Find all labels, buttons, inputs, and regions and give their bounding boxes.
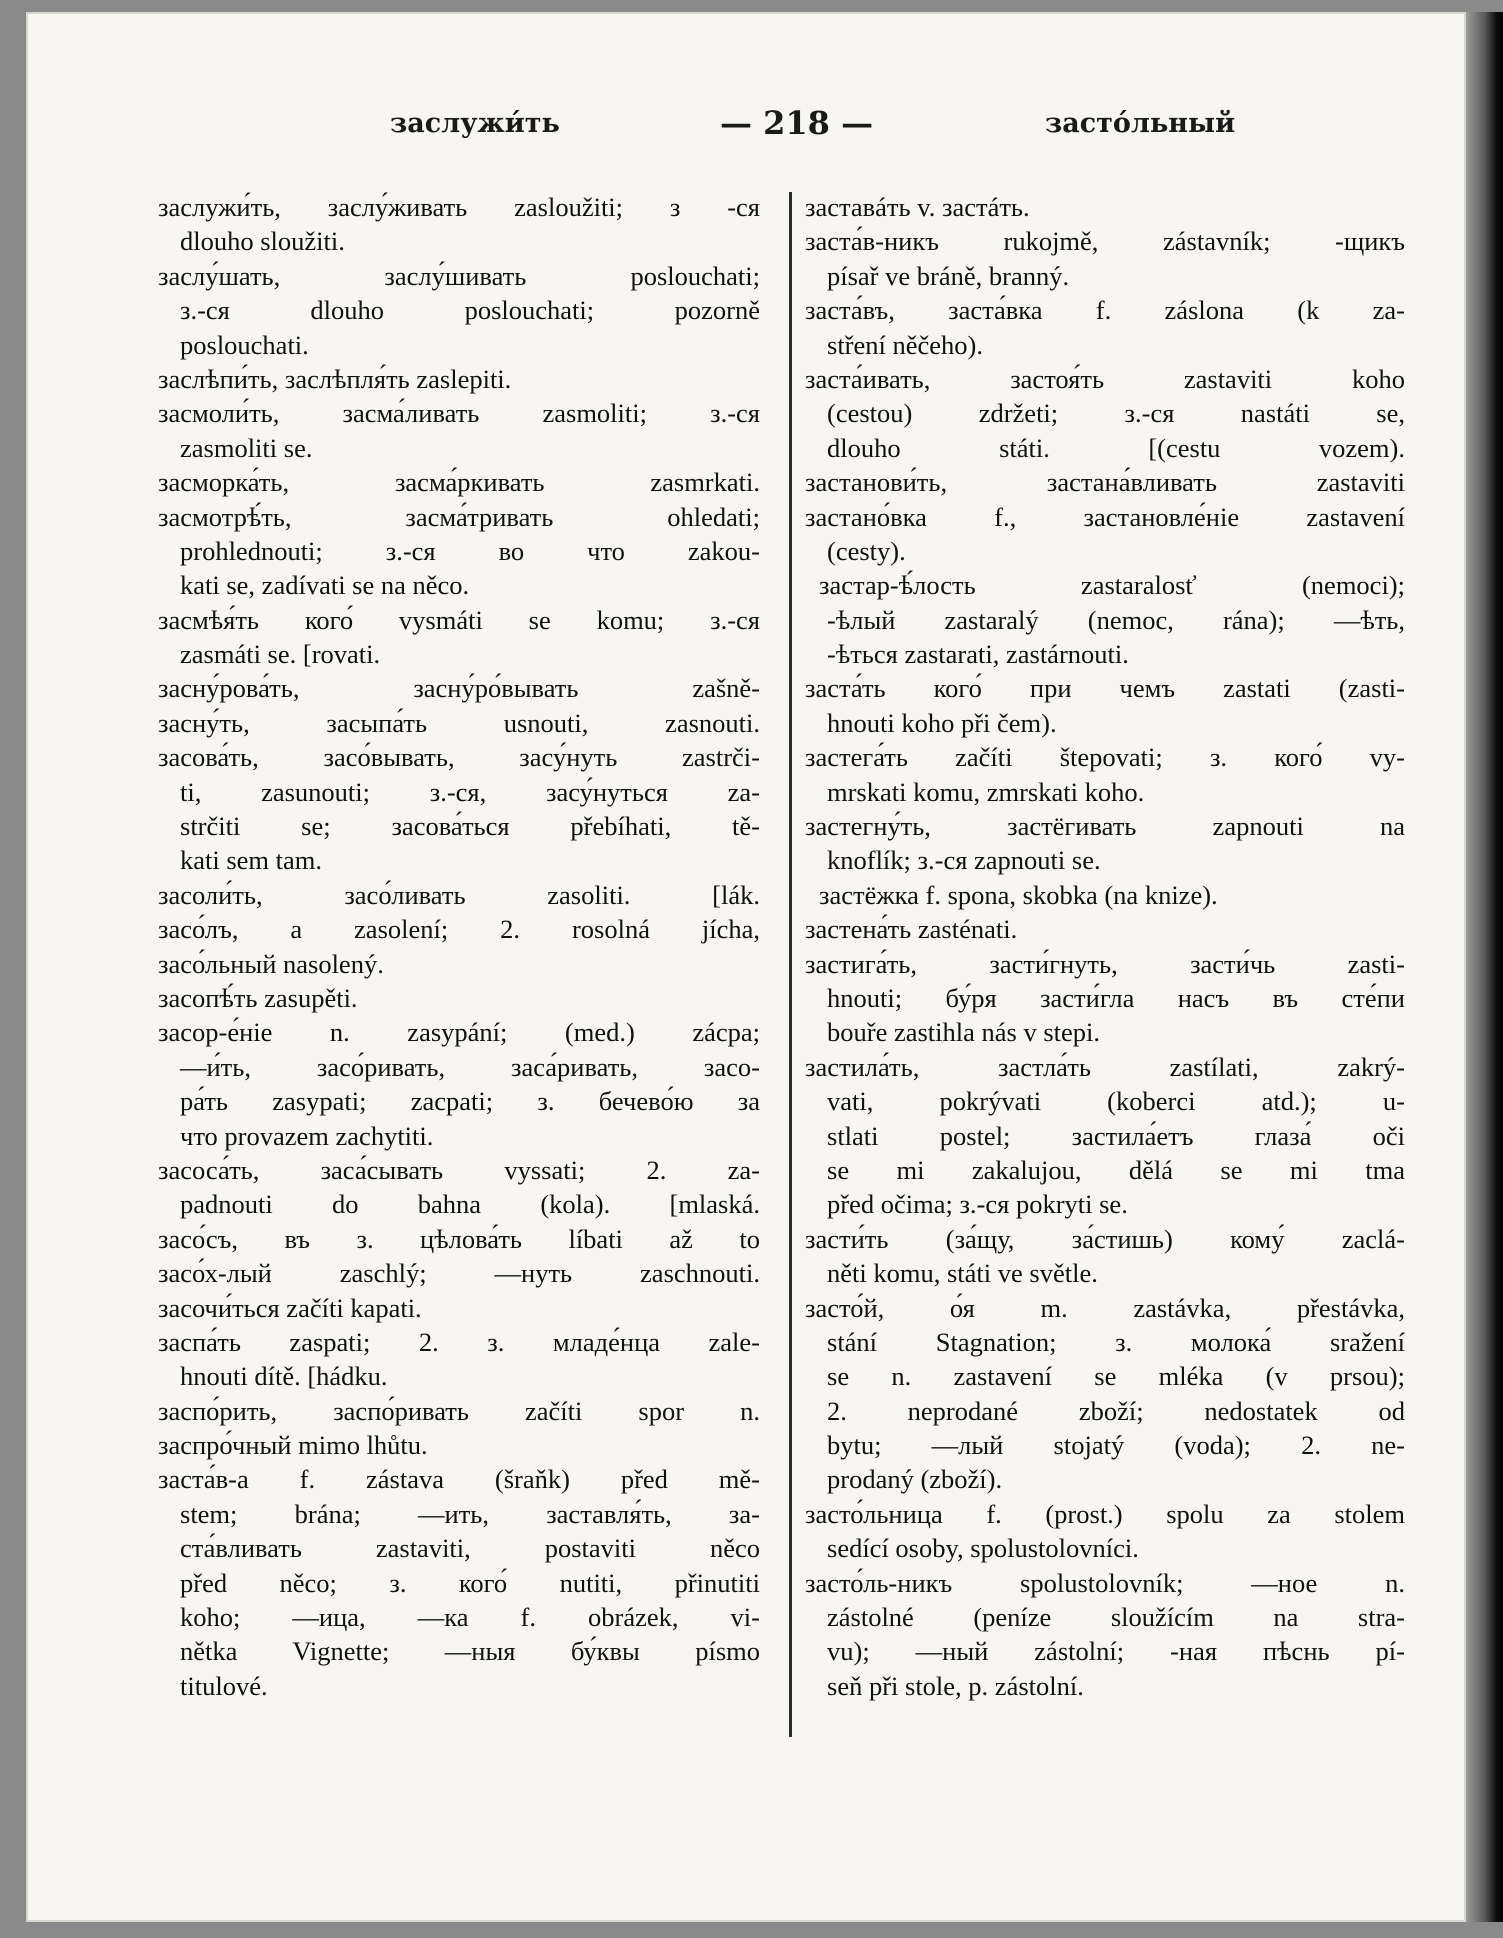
dictionary-line: dlouho sloužiti. bbox=[180, 226, 345, 257]
dictionary-line: stem; brána; —ить, заставля́ть, за- bbox=[180, 1498, 760, 1529]
dictionary-line: засмотрѣ́ть, засма́тривать ohledati; bbox=[158, 501, 760, 532]
dictionary-line: mrskati komu, zmrskati koho. bbox=[827, 776, 1145, 807]
dictionary-line: з.-ся dlouho poslouchati; pozorně bbox=[180, 295, 760, 326]
dictionary-line: что provazem zachytiti. bbox=[180, 1120, 434, 1151]
dictionary-line: hnouti; бу́ря засти́гла насъ въ сте́пи bbox=[827, 982, 1405, 1013]
dictionary-line: застига́ть, засти́гнуть, засти́чь zasti- bbox=[805, 948, 1405, 979]
dictionary-line: заста́в-а f. zástava (šraňk) před mě- bbox=[158, 1464, 760, 1495]
dictionary-line: ста́вливать zastaviti, postaviti něco bbox=[180, 1533, 760, 1564]
dictionary-line: hnouti dítě. [hádku. bbox=[180, 1361, 388, 1392]
dictionary-line: застано́вка f., застановле́ніе zastavení bbox=[805, 501, 1405, 532]
dictionary-line: zástolné (peníze sloužícím na stra- bbox=[827, 1602, 1405, 1633]
dictionary-line: засоли́ть, засо́ливать zasoliti. [lák. bbox=[158, 879, 760, 910]
dictionary-line: knoflík; з.-ся zapnouti se. bbox=[827, 845, 1101, 876]
dictionary-line: -ѣлый zastaralý (nemoc, rána); —ѣть, bbox=[827, 604, 1405, 635]
dictionary-line: stání Stagnation; з. молока́ sražení bbox=[827, 1326, 1405, 1357]
dictionary-line: před něco; з. кого́ nutiti, přinutiti bbox=[180, 1567, 760, 1598]
dictionary-line: засо́съ, въ з. цѣлова́ть líbati až to bbox=[158, 1223, 760, 1254]
dictionary-line: dlouho státi. [(cestu vozem). bbox=[827, 432, 1405, 463]
right-column bbox=[805, 190, 1405, 1703]
dictionary-line: засор-е́ніе n. zasypání; (med.) zácpa; bbox=[158, 1017, 760, 1048]
dictionary-line: застена́ть zasténati. bbox=[805, 914, 1018, 945]
dictionary-line: засо́лъ, a zasolení; 2. rosolná jícha, bbox=[158, 914, 760, 945]
dictionary-line: před očima; з.-ся pokryti se. bbox=[827, 1189, 1128, 1220]
dictionary-line: prodaný (zboží). bbox=[827, 1464, 1003, 1495]
dictionary-line: -ѣться zastarati, zastárnouti. bbox=[827, 639, 1129, 670]
dictionary-line: засова́ть, засо́вывать, засу́нуть zastrči- bbox=[158, 742, 760, 773]
dictionary-line: застёжка f. spona, skobka (na knize). bbox=[819, 879, 1218, 910]
dictionary-line: něti komu, státi ve světle. bbox=[827, 1258, 1098, 1289]
dictionary-line: (cesty). bbox=[827, 535, 906, 566]
dictionary-line: засто́ль-никъ spolustolovník; —ное n. bbox=[805, 1567, 1405, 1598]
dictionary-line: ра́ть zasypati; zacpati; з. бечево́ю за bbox=[180, 1086, 760, 1117]
dictionary-line: засмоли́ть, засма́ливать zasmoliti; з.-ся bbox=[158, 398, 760, 429]
running-header bbox=[380, 104, 1280, 148]
dictionary-line: засну́ть, засыпа́ть usnouti, zasnouti. bbox=[158, 707, 760, 738]
dictionary-line: заспо́рить, заспо́ривать začíti spor n. bbox=[158, 1395, 760, 1426]
dictionary-line: заста́в-никъ rukojmě, zástavník; -щикъ bbox=[805, 226, 1405, 257]
dictionary-line: застегну́ть, застёгивать zapnouti na bbox=[805, 811, 1405, 842]
dictionary-line: bouře zastihla nás v stepi. bbox=[827, 1017, 1101, 1048]
dictionary-line: засоса́ть, заса́сывать vyssati; 2. za- bbox=[158, 1154, 760, 1185]
dictionary-line: vati, pokrývati (koberci atd.); u- bbox=[827, 1086, 1405, 1117]
dictionary-line: zasmoliti se. bbox=[180, 432, 313, 463]
dictionary-line: засмѣя́ть кого́ vysmáti se komu; з.-ся bbox=[158, 604, 760, 635]
dictionary-line: stření něčeho). bbox=[827, 329, 983, 360]
left-running-headword: заслужи́ть bbox=[390, 108, 560, 139]
column-divider bbox=[789, 192, 792, 1737]
dictionary-line: titulové. bbox=[180, 1670, 268, 1701]
dictionary-line: strčiti se; засова́ться přebíhati, tě- bbox=[180, 811, 760, 842]
dictionary-line: заслужи́ть, заслу́живать zasloužiti; з -ся bbox=[158, 192, 760, 222]
dictionary-line: заста́ть кого́ при чемъ zastati (zasti- bbox=[805, 673, 1405, 704]
dictionary-line: засопѣ́ть zasupěti. bbox=[158, 982, 358, 1013]
dictionary-line: kati sem tam. bbox=[180, 845, 323, 876]
dictionary-line: se mi zakalujou, dělá se mi tma bbox=[827, 1154, 1405, 1185]
dictionary-line: заспа́ть zaspati; 2. з. младе́нца zale- bbox=[158, 1326, 760, 1357]
dictionary-line: —и́ть, засо́ривать, заса́ривать, засо- bbox=[180, 1051, 760, 1082]
dictionary-line: заста́ивать, застоя́ть zastaviti koho bbox=[805, 363, 1405, 394]
dictionary-line: засти́ть (за́щу, за́стишь) кому́ zaclá- bbox=[805, 1223, 1405, 1254]
dictionary-line: заставáть v. застáть. bbox=[805, 192, 1030, 222]
dictionary-line: застанови́ть, застана́вливать zastaviti bbox=[805, 467, 1405, 498]
dictionary-line: заслѣпи́ть, заслѣпля́ть zaslepiti. bbox=[158, 363, 512, 394]
dictionary-line: sedící osoby, spolustolovníci. bbox=[827, 1533, 1139, 1564]
dictionary-line: ti, zasunouti; з.-ся, засу́нуться za- bbox=[180, 776, 760, 807]
dictionary-line: bytu; —лый stojatý (voda); 2. ne- bbox=[827, 1430, 1405, 1461]
dictionary-line: засо́льный nasolený. bbox=[158, 948, 384, 979]
dictionary-line: застила́ть, застла́ть zastílati, zakrý- bbox=[805, 1051, 1405, 1082]
dictionary-line: 2. neprodané zboží; nedostatek od bbox=[827, 1395, 1405, 1426]
dictionary-line: se n. zastavení se mléka (v prsou); bbox=[827, 1361, 1405, 1392]
dictionary-line: застега́ть začíti štepovati; з. кого́ vy- bbox=[805, 742, 1405, 773]
dictionary-line: засо́х-лый zaschlý; —нуть zaschnouti. bbox=[158, 1258, 760, 1289]
dictionary-line: zasmáti se. [rovati. bbox=[180, 639, 381, 670]
page-number: — 218 — bbox=[720, 104, 874, 142]
dictionary-line: заслу́шать, заслу́шивать poslouchati; bbox=[158, 260, 760, 291]
right-running-headword: засто́льный bbox=[1045, 108, 1236, 139]
dictionary-line: písař ve bráně, branný. bbox=[827, 260, 1070, 291]
dictionary-line: засто́льница f. (prost.) spolu za stolem bbox=[805, 1498, 1405, 1529]
dictionary-line: padnouti do bahna (kola). [mlaská. bbox=[180, 1189, 760, 1220]
dictionary-line: (cestou) zdržeti; з.-ся nastáti se, bbox=[827, 398, 1405, 429]
dictionary-line: засморка́ть, засма́ркивать zasmrkati. bbox=[158, 467, 760, 498]
dictionary-line: poslouchati. bbox=[180, 329, 309, 360]
page-right-edge-shadow bbox=[1466, 12, 1503, 1922]
dictionary-line: засочи́ться začíti kapati. bbox=[158, 1292, 422, 1323]
dictionary-line: prohlednouti; з.-ся во что zakou- bbox=[180, 535, 760, 566]
dictionary-line: vu); —ный zástolní; -ная пѣснь pí- bbox=[827, 1636, 1405, 1667]
left-column bbox=[158, 190, 760, 1703]
dictionary-line: засто́й, о́я m. zastávka, přestávka, bbox=[805, 1292, 1405, 1323]
dictionary-line: koho; —ица, —ка f. obrázek, vi- bbox=[180, 1602, 760, 1633]
dictionary-line: застар-ѣ́лость zastaralosť (nemoci); bbox=[819, 570, 1405, 601]
dictionary-line: stlati postel; застила́етъ глаза́ oči bbox=[827, 1120, 1405, 1151]
dictionary-line: hnouti koho při čem). bbox=[827, 707, 1057, 738]
dictionary-line: seň při stole, p. zástolní. bbox=[827, 1670, 1084, 1701]
dictionary-line: заста́въ, заста́вка f. záslona (k za- bbox=[805, 295, 1405, 326]
dictionary-line: kati se, zadívati se na něco. bbox=[180, 570, 470, 601]
dictionary-line: заспро́чный mimo lhůtu. bbox=[158, 1430, 428, 1461]
dictionary-line: засну́рова́ть, засну́ро́вывать zašně- bbox=[158, 673, 760, 704]
dictionary-line: nětka Vignette; —ныя бу́квы písmo bbox=[180, 1636, 760, 1667]
